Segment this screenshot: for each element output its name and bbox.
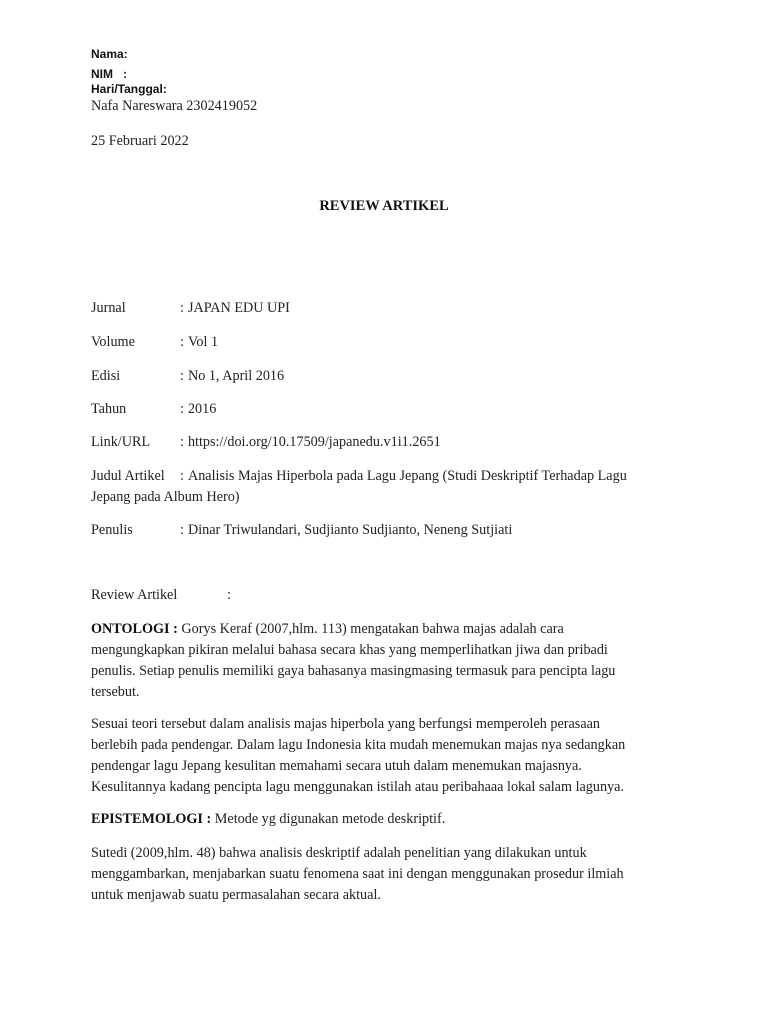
paragraph-3 <box>91 843 681 906</box>
review-heading: Review Artikel <box>91 587 178 603</box>
meta-value-url: https://doi.org/10.17509/japanedu.v1i1.2651 <box>187 434 441 450</box>
nama-label: Nama: <box>91 47 128 61</box>
ontologi-label: ONTOLOGI : <box>91 621 178 637</box>
paragraph-line: menggambarkan, menjabarkan suatu fenomena saat ini dengan menggunakan prosedur ilmiah <box>91 866 624 882</box>
document-page: Nama: NIM : Hari/Tanggal: Nafa Nareswara 2302419052 25 Februari 2022 REVIEW ARTIKEL Jurnal : JAPAN EDU UPI Volume : Vol 1 Edisi : No 1, April 2016 Tahun : 2016 Link/URL : https://doi.org/10.17509/japanedu.v1i1.2651 Judul Artikel : Analisis Majas Hiperbola pada Lagu Jepang (Studi Deskriptif Terhadap Lagu Jepang pada Album Hero) Penulis : Dinar Triwulandari, Sudjianto Sudjianto, Neneng Sutjiati Review Artikel : ONTOLOGI : Gorys Keraf (2007,hlm. 113) mengatakan bahwa majas adalah cara mengungkapkan pikiran melalui bahasa secara khas yang memperlihatkan jiwa dan pribadi penulis. Setiap penulis memiliki gaya bahasanya masingmasing termasuk para pencipta lagu tersebut. Sesuai teori tersebut dalam analisis majas hiperbola yang berfungsi memperoleh perasaan berlebih pada pendengar. Dalam lagu Indonesia kita mudah menemukan majas nya sedangkan pendengar lagu Jepang kesulitan memahami secara utuh dalam menemukan majasnya. Kesulitannya kadang pencipta lagu menggunakan istilah atau peribahaaa lokal salam lagunya. EPISTEMOLOGI : Metode yg digunakan metode deskriptif. Sutedi (2009,hlm. 48) bahwa analisis deskriptif adalah penelitian yang dilakukan untuk menggambarkan, menjabarkan suatu fenomena saat ini dengan menggunakan prosedur ilmiah untuk menjawab suatu permasalahan secara aktual. <box>0 0 768 1024</box>
meta-key: Volume <box>91 334 135 350</box>
meta-value: 2016 <box>187 401 217 417</box>
paragraph-line: pendengar lagu Jepang kesulitan memahami secara utuh dalam menemukan majasnya. <box>91 758 582 774</box>
meta-key: Tahun <box>91 401 127 417</box>
ontologi-line: Gorys Keraf (2007,hlm. 113) mengatakan bahwa majas adalah cara <box>181 621 564 637</box>
paragraph-2 <box>91 714 681 798</box>
nim-label: NIM : <box>91 67 127 81</box>
name-and-nim: Nafa Nareswara 2302419052 <box>91 98 258 114</box>
page-title: REVIEW ARTIKEL <box>319 198 449 214</box>
paragraph-line: Sutedi (2009,hlm. 48) bahwa analisis deskriptif adalah penelitian yang dilakukan untuk <box>91 845 587 861</box>
hari-tanggal-label: Hari/Tanggal: <box>91 82 167 96</box>
paragraph-line: Kesulitannya kadang pencipta lagu menggunakan istilah atau peribahaaa lokal salam lagunya. <box>91 779 625 795</box>
meta-key: Jurnal <box>91 300 126 316</box>
meta-key: Edisi <box>91 368 121 384</box>
paragraph-line: Sesuai teori tersebut dalam analisis majas hiperbola yang berfungsi memperoleh perasaan <box>91 716 601 732</box>
ontologi-line: mengungkapkan pikiran melalui bahasa secara khas yang memperlihatkan jiwa dan pribadi <box>91 642 608 658</box>
paragraph-line: berlebih pada pendengar. Dalam lagu Indonesia kita mudah menemukan majas nya sedangkan <box>91 737 626 753</box>
ontologi-paragraph <box>91 619 681 703</box>
meta-value-line1: Analisis Majas Hiperbola pada Lagu Jepang (Studi Deskriptif Terhadap Lagu <box>187 468 627 484</box>
date-text: 25 Februari 2022 <box>91 133 189 149</box>
epistemologi-paragraph <box>91 809 681 830</box>
meta-value: No 1, April 2016 <box>187 368 285 384</box>
meta-value-line2: Jepang pada Album Hero) <box>91 489 240 505</box>
meta-key: Link/URL <box>91 434 151 450</box>
paragraph-line: untuk menjawab suatu permasalahan secara aktual. <box>91 887 381 903</box>
meta-key: Penulis <box>91 522 133 538</box>
meta-value: JAPAN EDU UPI <box>187 300 290 316</box>
epistemologi-text: Metode yg digunakan metode deskriptif. <box>214 811 446 827</box>
ontologi-line: penulis. Setiap penulis memiliki gaya bahasanya masingmasing termasuk para pencipta lagu <box>91 663 616 679</box>
review-colon: : <box>227 587 231 603</box>
epistemologi-label: EPISTEMOLOGI : <box>91 811 212 827</box>
meta-value: Vol 1 <box>187 334 219 350</box>
meta-key: Judul Artikel <box>91 468 165 484</box>
ontologi-line: tersebut. <box>91 684 140 700</box>
meta-value: Dinar Triwulandari, Sudjianto Sudjianto, Neneng Sutjiati <box>187 522 513 538</box>
